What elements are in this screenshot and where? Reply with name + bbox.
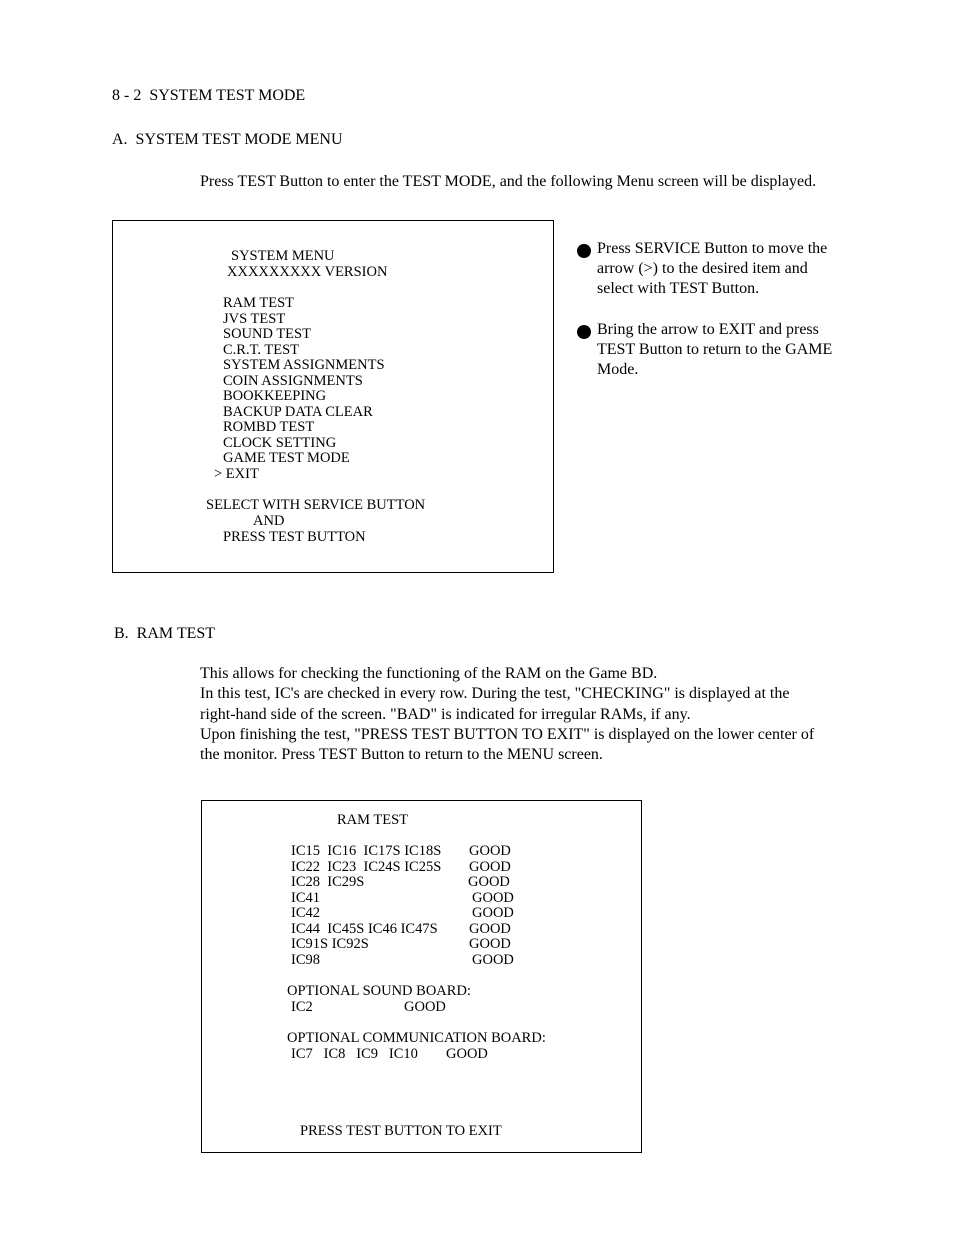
menu-footer-and: AND xyxy=(253,513,285,529)
paragraph-line: the monitor. Press TEST Button to return to the MENU screen. xyxy=(200,746,603,764)
ram-row-status: GOOD xyxy=(469,843,511,859)
menu-footer-select: SELECT WITH SERVICE BUTTON xyxy=(206,497,426,513)
ram-row-ics: IC41 xyxy=(291,889,320,906)
menu-item-coin-assignments: COIN ASSIGNMENTS xyxy=(223,372,363,389)
paragraph-line: right-hand side of the screen. "BAD" is indicated for irregular RAMs, if any. xyxy=(200,705,691,723)
ram-row-status: GOOD xyxy=(469,936,511,952)
subsection-b-heading: B. RAM TEST xyxy=(114,625,216,642)
ram-row-status: GOOD xyxy=(472,951,514,968)
menu-item-game-test-mode: GAME TEST MODE xyxy=(223,450,350,466)
ram-row-ics: IC22 IC23 IC24S IC25S xyxy=(291,858,442,875)
paragraph-line: This allows for checking the functioning of the RAM on the Game BD. xyxy=(200,665,658,682)
system-menu-screen xyxy=(112,220,554,573)
menu-item-sound-test: SOUND TEST xyxy=(223,326,311,342)
menu-footer-press: PRESS TEST BUTTON xyxy=(223,529,366,545)
section-heading: 8 - 2 SYSTEM TEST MODE xyxy=(112,87,306,104)
ram-row-status: GOOD xyxy=(469,920,511,937)
subsection-a-heading: A. SYSTEM TEST MODE MENU xyxy=(112,131,343,148)
menu-item-backup-data-clear: BACKUP DATA CLEAR xyxy=(223,403,373,420)
menu-item-jvs-test: JVS TEST xyxy=(223,310,286,327)
menu-item-exit: > EXIT xyxy=(214,465,259,482)
menu-title: SYSTEM MENU xyxy=(231,248,335,264)
ram-row-ics: IC91S IC92S xyxy=(291,936,369,952)
ram-row-status: GOOD xyxy=(472,889,514,906)
note-exit xyxy=(577,320,832,380)
comm-board-ics: IC7 IC8 IC9 IC10 xyxy=(291,1046,418,1062)
ram-row-ics: IC15 IC16 IC17S IC18S xyxy=(291,843,442,859)
ram-row-ics: IC42 xyxy=(291,905,320,921)
bullet-icon xyxy=(577,244,591,258)
note-line: Bring the arrow to EXIT and press xyxy=(597,321,819,338)
paragraph-line: In this test, IC's are checked in every row. During the test, "CHECKING" is displayed at the xyxy=(200,685,790,703)
ram-row-status: GOOD xyxy=(472,905,514,921)
ram-test-title: RAM TEST xyxy=(337,812,409,828)
subsection-a-intro: Press TEST Button to enter the TEST MODE, and the following Menu screen will be displayed. xyxy=(200,173,817,190)
menu-version: XXXXXXXXX VERSION xyxy=(227,264,388,280)
sound-board-heading: OPTIONAL SOUND BOARD: xyxy=(287,983,471,999)
menu-item-crt-test: C.R.T. TEST xyxy=(223,341,299,358)
menu-item-clock-setting: CLOCK SETTING xyxy=(223,434,337,451)
ram-row-status: GOOD xyxy=(469,858,511,875)
ram-test-screen xyxy=(201,800,642,1153)
note-line: select with TEST Button. xyxy=(597,280,760,297)
ram-test-description xyxy=(200,664,880,765)
ram-row-ics: IC44 IC45S IC46 IC47S xyxy=(291,920,438,937)
bullet-icon xyxy=(577,325,591,339)
menu-item-ram-test: RAM TEST xyxy=(223,295,295,311)
menu-item-rombd-test: ROMBD TEST xyxy=(223,419,315,435)
ram-row-status: GOOD xyxy=(468,874,510,890)
menu-item-system-assignments: SYSTEM ASSIGNMENTS xyxy=(223,357,385,373)
comm-board-heading: OPTIONAL COMMUNICATION BOARD: xyxy=(287,1030,546,1046)
sound-board-ics: IC2 xyxy=(291,999,313,1015)
ram-row-ics: IC28 IC29S xyxy=(291,874,365,890)
paragraph-line: Upon finishing the test, "PRESS TEST BUTTON TO EXIT" is displayed on the lower center of xyxy=(200,725,815,743)
comm-board-status: GOOD xyxy=(446,1046,488,1062)
menu-item-bookkeeping: BOOKKEEPING xyxy=(223,388,327,404)
exit-prompt: PRESS TEST BUTTON TO EXIT xyxy=(300,1123,502,1139)
note-line: Mode. xyxy=(597,361,639,378)
note-line: Press SERVICE Button to move the xyxy=(597,240,828,257)
ram-row-ics: IC98 xyxy=(291,951,320,968)
sound-board-status: GOOD xyxy=(404,999,446,1015)
note-service-button xyxy=(577,239,827,299)
note-line: TEST Button to return to the GAME xyxy=(597,341,833,358)
note-line: arrow (>) to the desired item and xyxy=(597,260,808,277)
